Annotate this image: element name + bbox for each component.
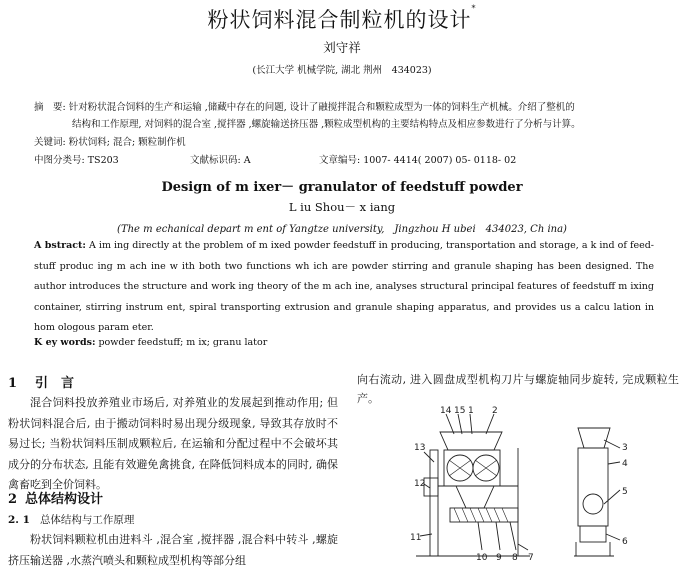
keywords-cn: 关键词: 粉状饲料; 混合; 颗粒制作机 [34,137,186,148]
figure-label: 1 [468,406,474,416]
feed-hopper-right [578,428,610,448]
figure-label: 7 [528,553,534,563]
figure-label: 11 [410,533,422,543]
section-2-heading [8,488,103,507]
author-name: 刘守祥 [323,40,361,55]
figure-label: 10 [476,553,488,563]
figure-label: 3 [622,443,628,453]
author-affiliation: (长江大学 机械学院, 湖北 荆州 434023) [252,65,432,76]
section-1-number: 1 [8,376,18,391]
section-2-number: 2 [8,492,18,507]
paper-title: 粉状饲料混合制粒机的设计* [207,4,477,32]
section-2-title: 总体结构设计 [25,492,104,507]
keywords-en-label: K ey words: [34,337,96,348]
figure-label: 2 [492,406,498,416]
paper-title-en: Design of m ixer－ granulator of feedstuff powder [161,180,523,195]
subsection-2-1-number: 2. 1 [8,514,30,526]
abstract-cn-line-2: 结构和工作原理, 对饲料的混合室 ,搅拌器 ,螺旋输送挤压器 ,颗粒成型机构的主要结构特点及相应参数进行了分析与计算。 [72,119,581,130]
mixing-chamber [444,450,500,486]
article-number: 文章编号: 1007- 4414( 2007) 05- 0118- 02 [319,155,517,166]
gear-box [424,478,438,496]
figure-label: 15 [454,406,466,416]
outlet-chute [580,526,606,542]
right-column-paragraph: 向右流动, 进入圆盘成型机构刀片与螺旋轴同步旋转, 完成颗粒生产。 [357,373,679,405]
keywords-en [34,337,267,348]
figure-label: 8 [512,553,518,563]
screw-conveyor [450,508,518,522]
machine-frame-left [430,450,438,556]
keywords-en-text: powder feedstuff; m ix; granu lator [95,337,268,348]
abstract-en [34,236,654,339]
section-1-heading [8,372,74,391]
abstract-en-text: A im ing directly at the problem of m ixed powder feedstuff in producing, transportation and storage, a k ind of feed- stuff produc ing m ach ine w ith both two functions wh ich are powder stirring and granule shaping has been designed. The author introduces the structure and work ing theory of the m ach ine, analyses structural principal features of feedstuff m ixing container, stirring instrum ent, spiral transporting extrusion and granule shaping apparatus, and provides us a calcu lation in hom ologous param eter. [34,240,655,333]
document-code: 文献标识码: A [190,155,251,166]
figure-label: 4 [622,459,628,469]
subsection-2-1-paragraph: 粉状饲料颗粒机由进料斗 ,混合室 ,搅拌器 ,混合料中转斗 ,螺旋挤压输送器 ,水蒸汽喷头和颗粒成型机构等部分组 [8,533,338,567]
clc-number: 中图分类号: TS203 [34,155,119,166]
figure-label: 9 [496,553,502,563]
figure-label: 12 [414,479,426,489]
feed-hopper-left [440,432,502,450]
abstract-en-label: A bstract: [34,240,86,251]
section-1-title: 引 言 [35,376,75,391]
subsection-2-1-title: 总体结构与工作原理 [39,514,135,526]
title-footnote-mark: * [471,4,477,13]
figure-label: 5 [622,487,628,497]
figure-label: 13 [414,443,426,453]
author-affiliation-en: (The m echanical depart m ent of Yangtze university, Jingzhou H ubei 434023, Ch ina) [117,224,567,235]
abstract-cn-line-1: 摘 要: 针对粉状混合饲料的生产和运输 ,储藏中存在的问题, 设计了融搅拌混合和颗粒成型为一体的饲料生产机械。介绍了整机的 [34,102,575,113]
figure-label: 6 [622,537,628,547]
section-1-paragraph: 混合饲料投放养殖业市场后, 对养殖业的发展起到推动作用; 但粉状饲料混合后, 由于搬动饲料时易出现分级现象, 导致其存放时不易过长; 当粉状饲料压制成颗粒后, 在运输和分配过程中不会破坏其成分的分布状态, 且能有效避免禽挑食, 在降低饲料成本的同时, 确保禽畜吃到全价饲料。 [8,396,338,491]
figure-label: 14 [440,406,452,416]
machine-structure-figure [400,404,650,563]
author-name-en: L iu Shou－ x iang [288,200,396,214]
granule-die [583,494,603,514]
subsection-2-1-heading [8,512,134,527]
transfer-hopper [456,486,494,508]
